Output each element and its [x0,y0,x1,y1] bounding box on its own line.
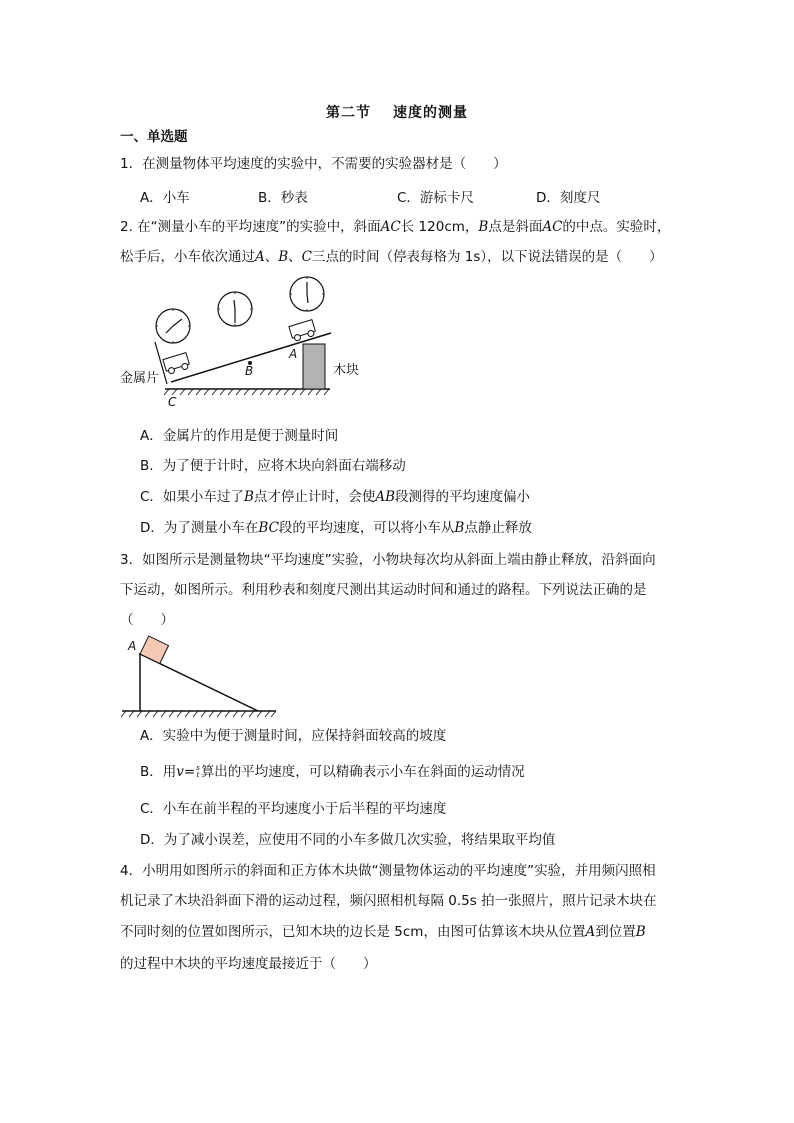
q1-option-c: C．游标卡尺 [397,190,474,206]
q1-option-b: B．秒表 [258,190,308,206]
stopwatch-icon [218,292,252,326]
label-point-a: A [289,347,298,361]
q2-incline-figure [115,272,375,412]
q2-stem-line2: 松手后，小车依次通过A、B、C三点的时间（停表每格为 1s），以下说法错误的是（ ） [120,249,663,265]
fraction-s-over-t: s t [196,764,200,779]
q3-stem-line2: 下运动，如图所示。利用秒表和刻度尺测出其运动时间和通过的路程。下列说法正确的是 [120,582,647,598]
q4-stem-line2: 机记录了木块沿斜面下滑的运动过程，频闪照相机每隔 0.5s 拍一张照片，照片记录木块在 [120,893,657,909]
q4-stem-line1: 4．小明用如图所示的斜面和正方体木块做“测量物体运动的平均速度”实验，并用频闪照相 [120,863,656,879]
q2-stem-line1: 2. 在“测量小车的平均速度”的实验中，斜面AC长 120cm，B点是斜面AC的中点。实验时， [120,219,671,235]
q2-option-c: C．如果小车过了B点才停止计时，会使AB段测得的平均速度偏小 [140,489,531,505]
q4-stem-line3: 不同时刻的位置如图所示，已知木块的边长是 5cm，由图可估算该木块从位置A到位置B [120,924,646,940]
q3-stem-line3: （ ） [120,612,174,628]
q4-stem-line4: 的过程中木块的平均速度最接近于（ ） [120,956,377,972]
q3-stem-line1: 3．如图所示是测量物块“平均速度”实验，小物块每次均从斜面上端由静止释放，沿斜面向 [120,552,656,568]
q2-option-b: B．为了便于计时，应将木块向斜面右端移动 [140,458,406,474]
label-metal: 金属片 [120,371,160,386]
label-point-a: A [128,639,137,653]
q2-option-a: A．金属片的作用是便于测量时间 [140,428,339,444]
q3-option-c: C．小车在前半程的平均速度小于后半程的平均速度 [140,801,447,817]
q1-stem: 1．在测量物体平均速度的实验中，不需要的实验器材是（ ） [120,156,507,172]
section-heading: 一、单选题 [120,129,188,145]
q3-option-b: B．用v= s t 算出的平均速度，可以精确表示小车在斜面的运动情况 [140,764,525,780]
q3-option-d: D．为了减小误差，应使用不同的小车多做几次实验，将结果取平均值 [140,832,556,848]
page-title: 第二节 速度的测量 [326,105,468,121]
q2-option-d: D．为了测量小车在BC段的平均速度，可以将小车从B点静止释放 [140,520,532,536]
cart-icon [163,353,191,375]
label-point-b: B [245,364,254,378]
block-cube [140,636,169,664]
q1-option-a: A．小车 [140,190,190,206]
label-wood: 木块 [333,363,360,378]
label-point-c: C [168,395,177,409]
q1-option-d: D．刻度尺 [536,190,601,206]
q3-incline-figure [118,634,288,724]
q3-option-a: A．实验中为便于测量时间，应保持斜面较高的坡度 [140,728,447,744]
stopwatch-icon [156,309,190,343]
wood-block [303,344,325,389]
stopwatch-icon [290,277,324,311]
